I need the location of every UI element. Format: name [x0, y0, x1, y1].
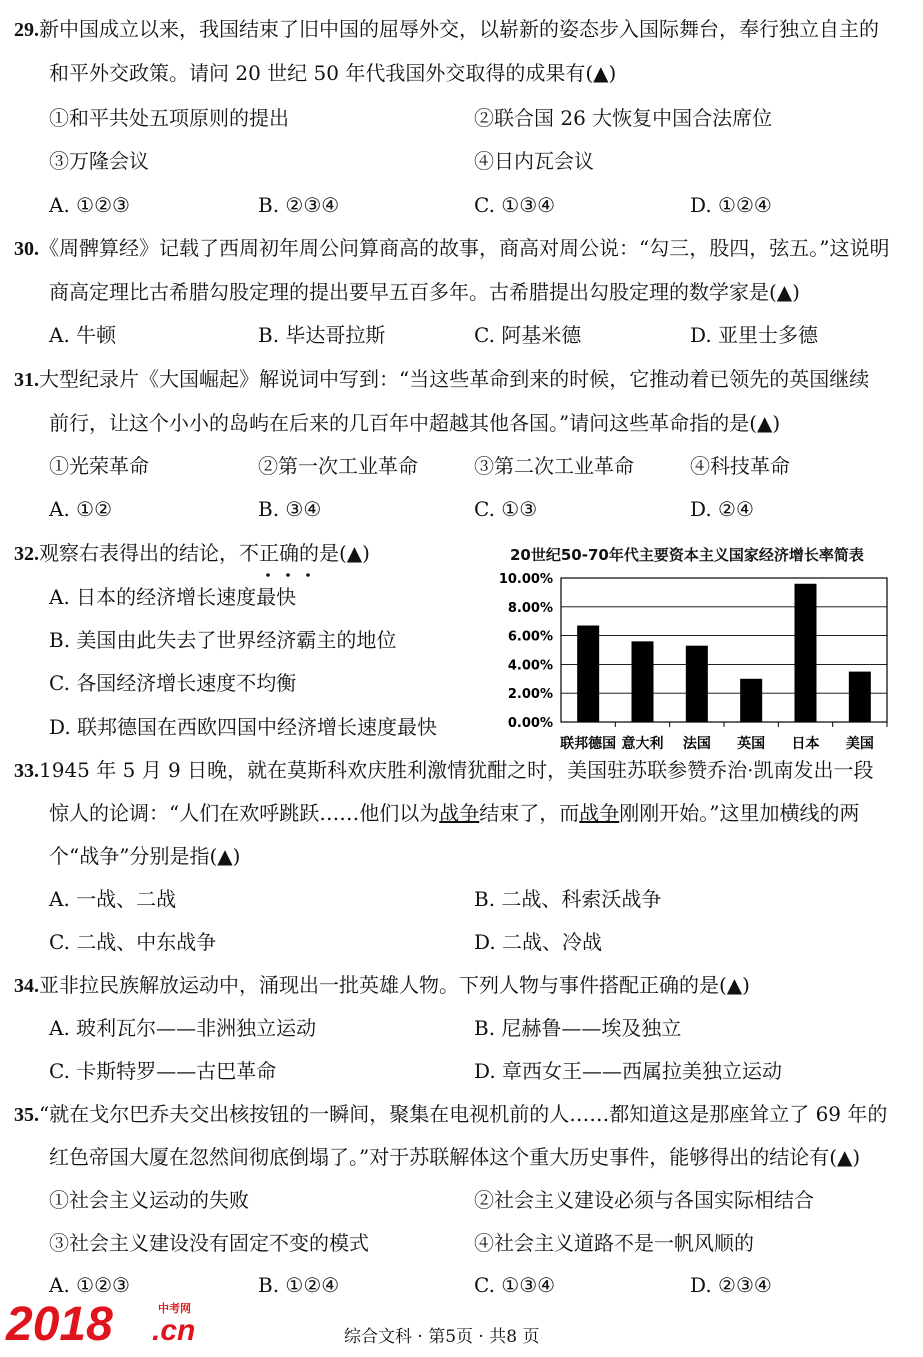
q30-option-d: D. 亚里士多德: [690, 323, 819, 347]
q31-item-2: ②第一次工业革命: [258, 454, 418, 478]
chart-xtick-label: 美国: [845, 736, 874, 752]
q33-number: 33.: [14, 760, 39, 782]
q35-item-1: ①社会主义运动的失败: [49, 1188, 249, 1212]
q33-option-b: B. 二战、科索沃战争: [474, 887, 662, 911]
q32-option-a: A. 日本的经济增长速度最快: [49, 585, 297, 609]
logo-small-text: 中考网: [158, 1302, 191, 1315]
q33-text2c: 刚刚开始。”这里加横线的两: [619, 801, 860, 825]
q31-text1: 大型纪录片《大国崛起》解说词中写到：“当这些革命到来的时候，它推动着已领先的英国继续: [39, 367, 870, 391]
page-number: 综合文科 · 第5页 · 共8 页: [344, 1327, 540, 1347]
q29-item-3: ③万隆会议: [49, 149, 149, 173]
logo-cn-text: .cn: [152, 1314, 196, 1346]
q29-option-d: D. ①②④: [690, 193, 772, 217]
q35-option-a: A. ①②③: [49, 1273, 130, 1297]
q31-stem-line1: [14, 366, 869, 393]
zhongkao-logo-icon: [4, 1296, 204, 1346]
q33-stem-line1: [14, 757, 874, 784]
q31-option-c: C. ①③: [474, 497, 538, 521]
q30-number: 30.: [14, 238, 39, 260]
q32-option-d: D. 联邦德国在西欧四国中经济增长速度最快: [49, 715, 438, 739]
q33-underlined-war-1: 战争: [439, 801, 480, 825]
chart-xtick-label: 意大利: [621, 736, 664, 752]
q35-text1: “就在戈尔巴乔夫交出核按钮的一瞬间，聚集在电视机前的人……都知道这是那座耸立了 69 年的: [39, 1102, 888, 1126]
q34-option-d: D. 章西女王——西属拉美独立运动: [474, 1059, 783, 1083]
q32-text-pre: 观察右表得出的结论，: [39, 541, 239, 565]
q31-item-3: ③第二次工业革命: [474, 454, 634, 478]
q30-option-a: A. 牛顿: [49, 323, 117, 347]
q31-option-b: B. ③④: [258, 497, 322, 521]
q29-text1: 新中国成立以来，我国结束了旧中国的屈辱外交，以崭新的姿态步入国际舞台，奉行独立自主的: [39, 17, 879, 41]
emphasis-dots-icon: [258, 571, 322, 579]
q35-item-3: ③社会主义建设没有固定不变的模式: [49, 1231, 369, 1255]
q31-number: 31.: [14, 369, 39, 391]
q29-option-a: A. ①②③: [49, 193, 130, 217]
q29-option-c: C. ①③④: [474, 193, 556, 217]
q29-item-1: ①和平共处五项原则的提出: [49, 106, 289, 130]
q35-option-d: D. ②③④: [690, 1273, 772, 1297]
chart-ytick-label: 2.00%: [507, 687, 553, 703]
chart-bar: [632, 641, 654, 722]
q32-emphasis-dots: [258, 566, 322, 579]
q31-option-a: A. ①②: [49, 497, 113, 521]
q35-stem-line2: 红色帝国大厦在忽然间彻底倒塌了。”对于苏联解体这个重大历史事件，能够得出的结论有(▲): [49, 1145, 861, 1169]
q32-text-post: 的是(▲): [299, 541, 370, 565]
q34-number: 34.: [14, 975, 39, 997]
logo-main-text: 2018: [6, 1298, 113, 1346]
q33-stem-line3: 个“战争”分别是指(▲): [49, 844, 241, 868]
q29-item-2: ②联合国 26 大恢复中国合法席位: [474, 106, 773, 130]
chart-ytick-label: 10.00%: [498, 572, 553, 587]
chart-ytick-label: 8.00%: [507, 600, 553, 616]
chart-ytick-label: 6.00%: [507, 629, 553, 645]
q32-option-c: C. 各国经济增长速度不均衡: [49, 671, 297, 695]
q35-item-4: ④社会主义道路不是一帆风顺的: [474, 1231, 754, 1255]
chart-bar: [849, 672, 871, 722]
q34-stem: [14, 972, 750, 999]
chart-bar: [795, 584, 817, 722]
chart-plot-frame: [561, 578, 887, 722]
chart-ytick-label: 4.00%: [507, 658, 553, 674]
q34-option-c: C. 卡斯特罗——古巴革命: [49, 1059, 277, 1083]
q32-number: 32.: [14, 543, 39, 565]
q31-item-4: ④科技革命: [690, 454, 790, 478]
q35-item-2: ②社会主义建设必须与各国实际相结合: [474, 1188, 814, 1212]
q30-stem-line2: 商高定理比古希腊勾股定理的提出要早五百多年。古希腊提出勾股定理的数学家是(▲): [49, 280, 800, 304]
q32-stem: [14, 540, 370, 567]
q29-item-4: ④日内瓦会议: [474, 149, 594, 173]
q33-stem-line2: [49, 800, 859, 826]
chart-xtick-label: 日本: [791, 736, 820, 752]
site-logo: [4, 1296, 204, 1350]
chart-bar: [686, 646, 708, 722]
chart-bar: [740, 679, 762, 722]
q33-option-a: A. 一战、二战: [49, 887, 177, 911]
q33-text2b: 结束了，而: [479, 801, 580, 825]
q33-option-c: C. 二战、中东战争: [49, 930, 217, 954]
q29-option-b: B. ②③④: [258, 193, 340, 217]
q30-stem-line1: [14, 235, 889, 262]
q30-option-c: C. 阿基米德: [474, 323, 582, 347]
chart-xtick-label: 联邦德国: [560, 736, 617, 752]
q31-stem-line2: 前行，让这个小小的岛屿在后来的几百年中超越其他各国。”请问这些革命指的是(▲): [49, 411, 781, 435]
q29-number: 29.: [14, 19, 39, 41]
q33-text1: 1945 年 5 月 9 日晚，就在莫斯科欢庆胜利激情犹酣之时，美国驻苏联参赞乔治·凯南发出一段: [39, 758, 874, 782]
q35-number: 35.: [14, 1104, 39, 1126]
q34-option-b: B. 尼赫鲁——埃及独立: [474, 1016, 682, 1040]
chart-bar: [577, 626, 599, 722]
q32-option-b: B. 美国由此失去了世界经济霸主的地位: [49, 628, 397, 652]
bar-chart: [495, 568, 915, 788]
q31-option-d: D. ②④: [690, 497, 754, 521]
q29-stem-line1: [14, 16, 879, 43]
chart-xtick-label: 英国: [737, 736, 766, 752]
q35-stem-line1: [14, 1101, 887, 1128]
q29-stem-line2: 和平外交政策。请问 20 世纪 50 年代我国外交取得的成果有(▲): [49, 61, 617, 85]
q35-option-c: C. ①③④: [474, 1273, 556, 1297]
q30-text1: 《周髀算经》记载了西周初年周公问算商高的故事，商高对周公说：“勾三，股四，弦五。”这说明: [39, 236, 890, 260]
chart-xtick-label: 法国: [682, 736, 711, 752]
chart-ytick-label: 0.00%: [507, 716, 553, 731]
q33-underlined-war-2: 战争: [579, 801, 620, 825]
chart-title: 20世纪50-70年代主要资本主义国家经济增长率简表: [510, 546, 864, 564]
q32-emphasis: 不正确: [239, 541, 299, 565]
q31-item-1: ①光荣革命: [49, 454, 149, 478]
q35-option-b: B. ①②④: [258, 1273, 340, 1297]
q33-text2a: 惊人的论调：“人们在欢呼跳跃……他们以为: [49, 801, 440, 825]
q33-option-d: D. 二战、冷战: [474, 930, 603, 954]
q34-option-a: A. 玻利瓦尔——非洲独立运动: [49, 1016, 317, 1040]
q30-option-b: B. 毕达哥拉斯: [258, 323, 386, 347]
q34-text1: 亚非拉民族解放运动中，涌现出一批英雄人物。下列人物与事件搭配正确的是(▲): [39, 973, 750, 997]
